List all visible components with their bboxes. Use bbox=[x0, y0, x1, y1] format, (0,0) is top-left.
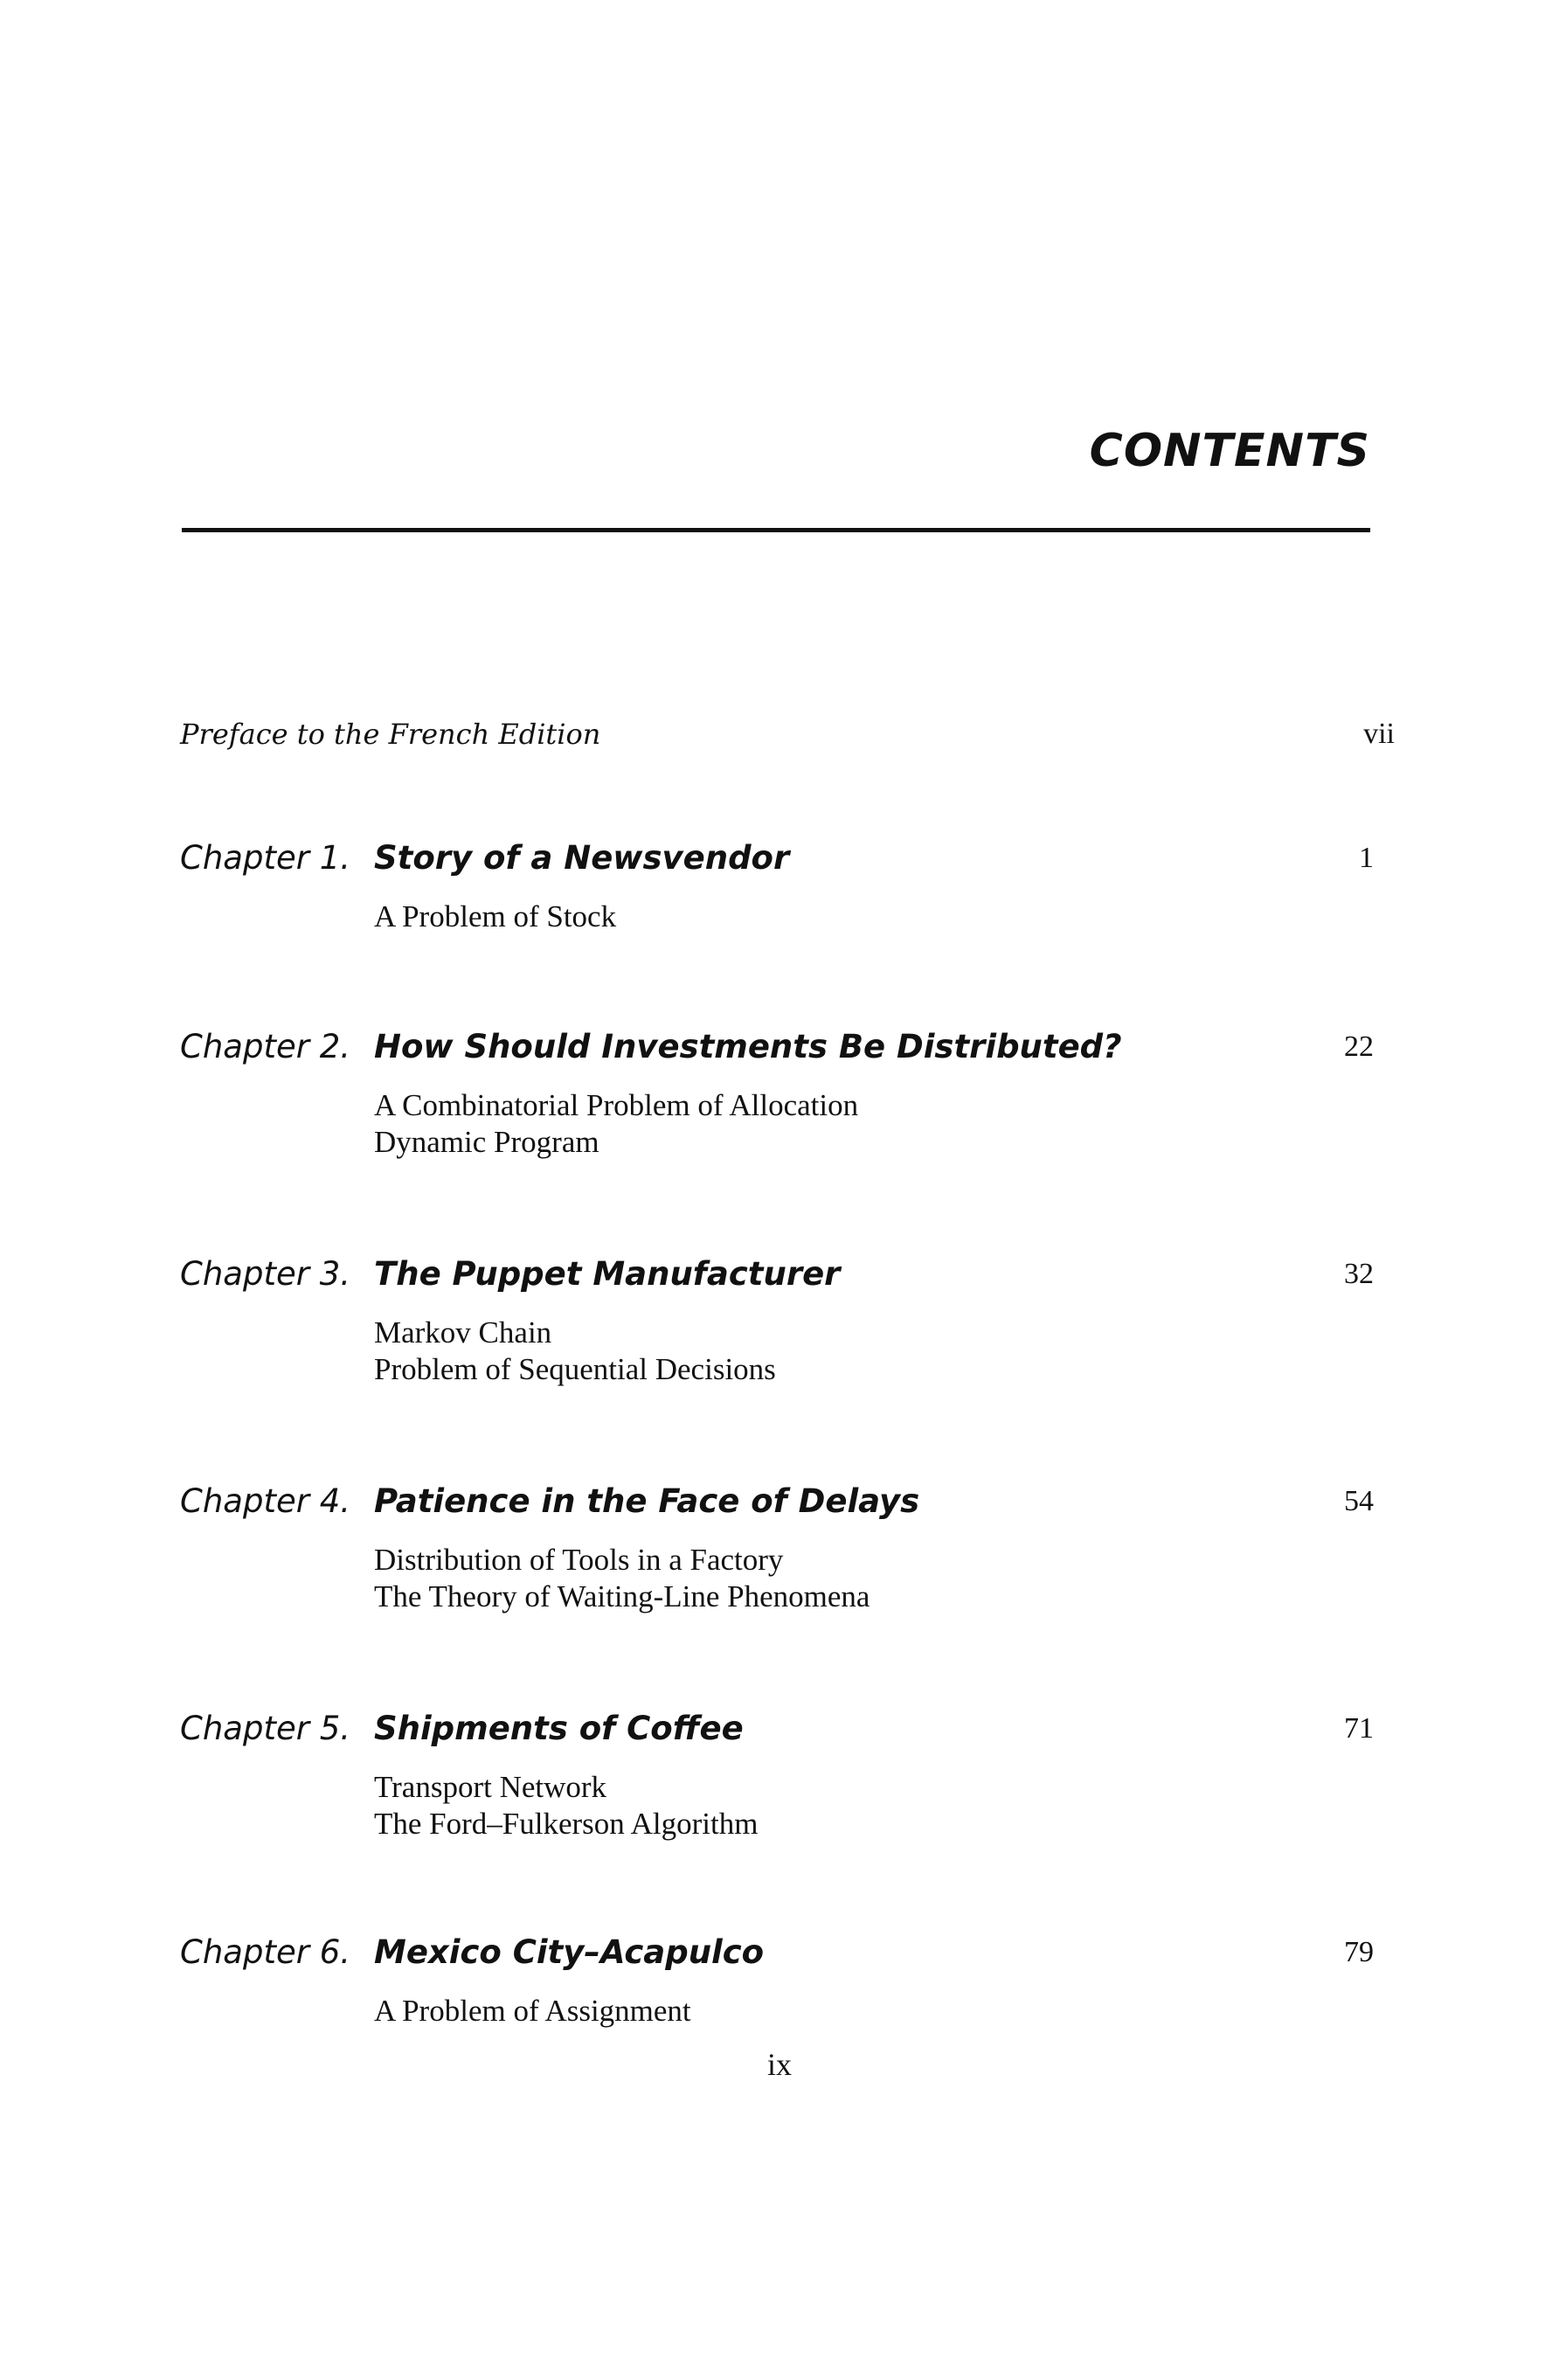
chapter-subtitle: Distribution of Tools in a Factory bbox=[374, 1543, 784, 1577]
chapter-subtitles bbox=[374, 1769, 1374, 1842]
preface-page-number: vii bbox=[1363, 718, 1395, 750]
chapter-subtitles bbox=[374, 1087, 1374, 1161]
chapter-page-number: 71 bbox=[1344, 1712, 1374, 1745]
chapter-page-number: 79 bbox=[1344, 1936, 1374, 1968]
chapter-label: Chapter 6. bbox=[180, 1933, 350, 1971]
chapter-subtitles bbox=[374, 899, 1374, 935]
chapter-entry-3 bbox=[180, 1250, 1374, 1388]
chapter-entry-6 bbox=[180, 1928, 1374, 2030]
chapter-subtitle: Transport Network bbox=[374, 1770, 607, 1804]
chapter-title: Shipments of Coffee bbox=[374, 1710, 744, 1747]
chapter-label: Chapter 5. bbox=[180, 1710, 350, 1747]
chapter-subtitle: A Problem of Stock bbox=[374, 899, 617, 933]
chapter-label: Chapter 4. bbox=[180, 1482, 350, 1520]
chapter-subtitle: The Ford–Fulkerson Algorithm bbox=[374, 1807, 759, 1841]
chapter-label: Chapter 2. bbox=[180, 1028, 350, 1065]
chapter-subtitles bbox=[374, 1315, 1374, 1388]
preface-entry bbox=[180, 715, 1395, 753]
chapter-subtitle: A Combinatorial Problem of Allocation bbox=[374, 1088, 859, 1122]
page-folio: ix bbox=[766, 2047, 792, 2082]
chapter-title: Story of a Newsvendor bbox=[374, 839, 790, 877]
chapter-page-number: 54 bbox=[1344, 1485, 1374, 1517]
chapter-entry-5 bbox=[180, 1704, 1374, 1842]
chapter-entry-1 bbox=[180, 834, 1374, 935]
chapter-subtitle: Markov Chain bbox=[374, 1315, 552, 1350]
chapter-entry-2 bbox=[180, 1023, 1374, 1161]
chapter-title: How Should Investments Be Distributed? bbox=[374, 1028, 1122, 1065]
chapter-title: Patience in the Face of Delays bbox=[374, 1482, 920, 1520]
title-rule bbox=[182, 528, 1370, 532]
chapter-label: Chapter 3. bbox=[180, 1255, 350, 1293]
chapter-title: The Puppet Manufacturer bbox=[374, 1255, 841, 1293]
chapter-label: Chapter 1. bbox=[180, 839, 350, 877]
chapter-page-number: 32 bbox=[1344, 1258, 1374, 1290]
chapter-subtitles bbox=[374, 1993, 1374, 2030]
chapter-subtitle: Problem of Sequential Decisions bbox=[374, 1352, 776, 1386]
chapter-subtitle: Dynamic Program bbox=[374, 1125, 599, 1159]
page-title: CONTENTS bbox=[1089, 425, 1370, 477]
chapter-page-number: 22 bbox=[1344, 1030, 1374, 1063]
chapter-entry-4 bbox=[180, 1477, 1374, 1615]
preface-label: Preface to the French Edition bbox=[180, 718, 601, 751]
chapter-page-number: 1 bbox=[1359, 842, 1374, 874]
chapter-title: Mexico City–Acapulco bbox=[374, 1933, 765, 1971]
chapter-subtitle: A Problem of Assignment bbox=[374, 1994, 691, 2028]
chapter-subtitles bbox=[374, 1542, 1374, 1615]
chapter-subtitle: The Theory of Waiting-Line Phenomena bbox=[374, 1579, 870, 1613]
